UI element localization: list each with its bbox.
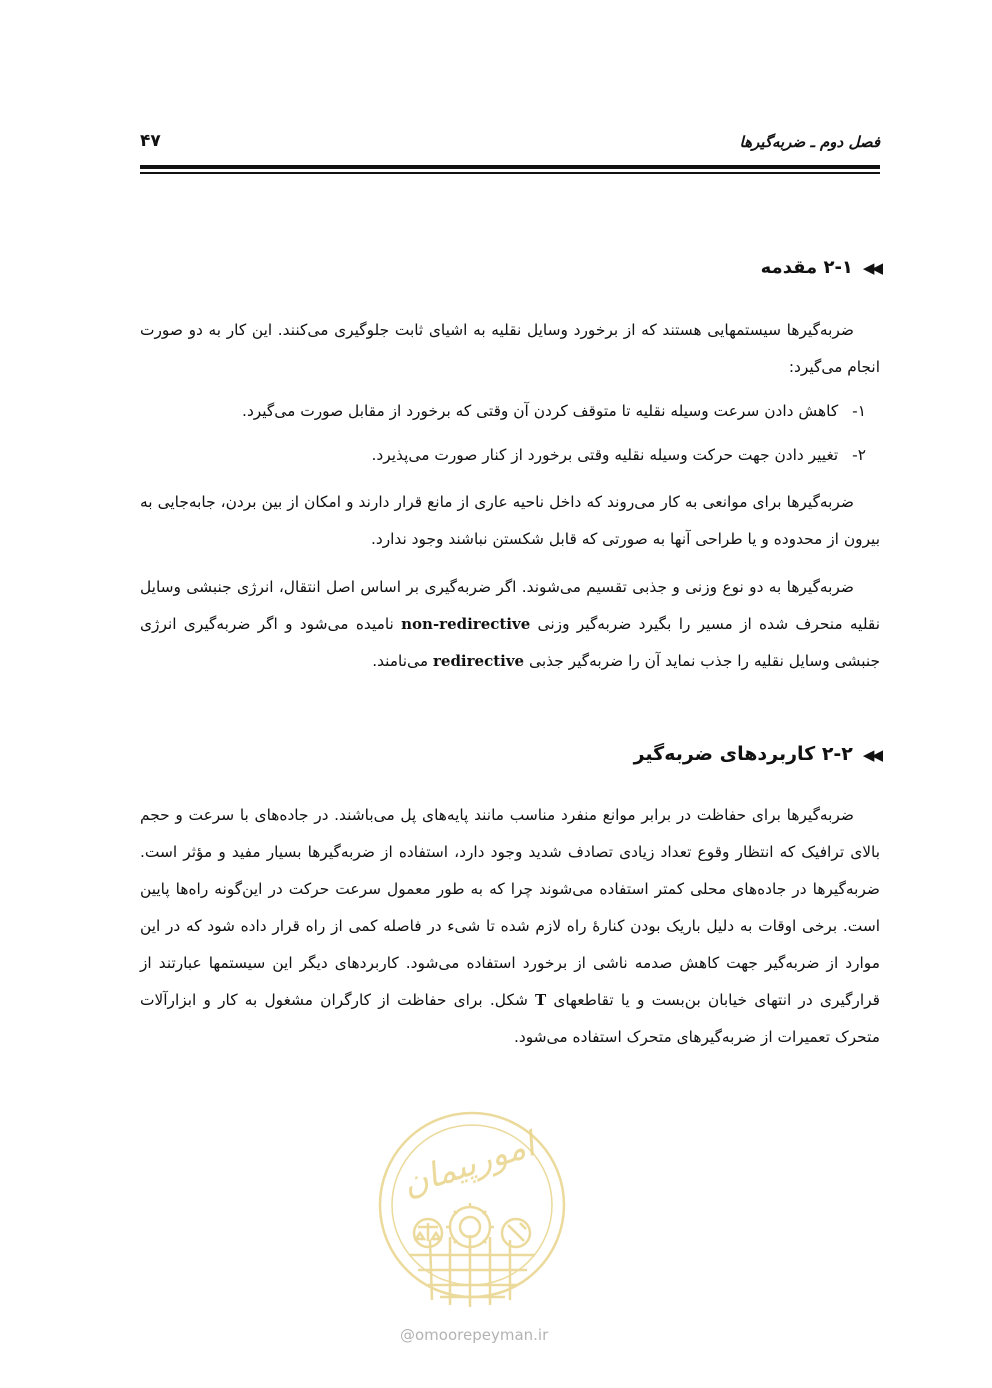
term-t-intersection: T xyxy=(535,991,547,1009)
list-item-text: کاهش دادن سرعت وسیله نقلیه تا متوقف کردن آن وقتی که برخورد از مقابل صورت می‌گیرد. xyxy=(242,402,839,420)
paragraph-intro: ضربه‌گیرها سیستمهایی هستند که از برخورد وسایل نقلیه به اشیای ثابت جلوگیری می‌کنند. این کار به دو صورت انجام می‌گیرد: xyxy=(140,321,880,376)
paragraph-text: شکل. برای حفاظت از کارگران مشغول به کار و ابزارآلات متحرک تعمیرات از ضربه‌گیرهای متحرک استفاده می‌شود. xyxy=(140,991,880,1046)
section-heading-applications xyxy=(140,743,880,765)
list-item xyxy=(140,393,880,430)
section-heading-introduction xyxy=(140,257,880,278)
section-heading-text: ۲-۲ کاربردهای ضربه‌گیر xyxy=(633,743,853,765)
header-rule-thin xyxy=(140,172,880,174)
term-non-redirective: non-redirective xyxy=(401,615,531,633)
term-redirective: redirective xyxy=(433,652,525,670)
list-item-text: تغییر دادن جهت حرکت وسیله نقلیه وقتی برخورد از کنار صورت می‌پذیرد. xyxy=(371,446,839,464)
header-rule-thick xyxy=(140,165,880,169)
running-header-title: فصل دوم ـ ضربه‌گیرها xyxy=(739,133,880,151)
double-arrow-icon: ◀◀ xyxy=(862,259,880,277)
paragraph-usage-obstacles: ضربه‌گیرها برای موانعی به کار می‌روند که داخل ناحیه عاری از مانع قرار دارند و امکان از بین بردن، جابه‌جایی به بیرون از محدوده و یا طراحی آنها به صورتی که قابل شکستن نباشند وجود ندارد. xyxy=(140,493,880,548)
paragraph-text: نامیده می‌شود و اگر ضربه‌گیری انرژی جنبشی وسایل نقلیه را جذب نماید آن را ضربه‌گیر جذبی xyxy=(140,615,880,670)
section-heading-text: ۲-۱ مقدمه xyxy=(760,257,853,278)
paragraph-text: می‌نامند. xyxy=(372,652,429,670)
double-arrow-icon: ◀◀ xyxy=(862,746,880,764)
watermark-logo-lettering: امورپیمان xyxy=(397,1124,540,1205)
paragraph-text: ضربه‌گیرها به دو نوع وزنی و جذبی تقسیم می‌شوند. اگر ضربه‌گیری بر اساس اصل انتقال، انرژی جنبشی وسایل نقلیه منحرف شده از مسیر را بگیرد ضربه‌گیر وزنی xyxy=(140,578,880,633)
paragraph-types xyxy=(140,569,880,680)
list-item-number: ۱- xyxy=(852,402,866,420)
list-item xyxy=(140,437,880,474)
list-item-number: ۲- xyxy=(852,446,866,464)
watermark-logo xyxy=(370,1105,575,1315)
page-number: ۴۷ xyxy=(140,131,161,151)
watermark-url: @omoorepeyman.ir xyxy=(400,1326,549,1344)
paragraph-applications xyxy=(140,797,880,1056)
paragraph-text: ضربه‌گیرها برای حفاظت در برابر موانع منفرد مناسب مانند پایه‌های پل می‌باشند. در جاده‌های با سرعت و حجم بالای ترافیک که انتظار وقوع تعداد زیادی تصادف شدید وجود دارد، استفاده از ضربه‌گیرها بسیار مفید و مؤثر است. ضربه‌گیرها در جاده‌های محلی کمتر استفاده می‌شوند چرا که به طور معمول سرعت حرکت در این‌گونه راه‌ها پایین است. برخی اوقات به دلیل باریک بودن کنارهٔ راه لازم شده تا شیء در فاصله کمی از راه قرار داده شود که در این موارد از ضربه‌گیر جهت کاهش صدمه ناشی از برخورد استفاده می‌شود. کاربردهای دیگر این سیستمها عبارتند از قرارگیری در انتهای خیابان بن‌بست و یا تقاطعهای xyxy=(140,806,880,1009)
